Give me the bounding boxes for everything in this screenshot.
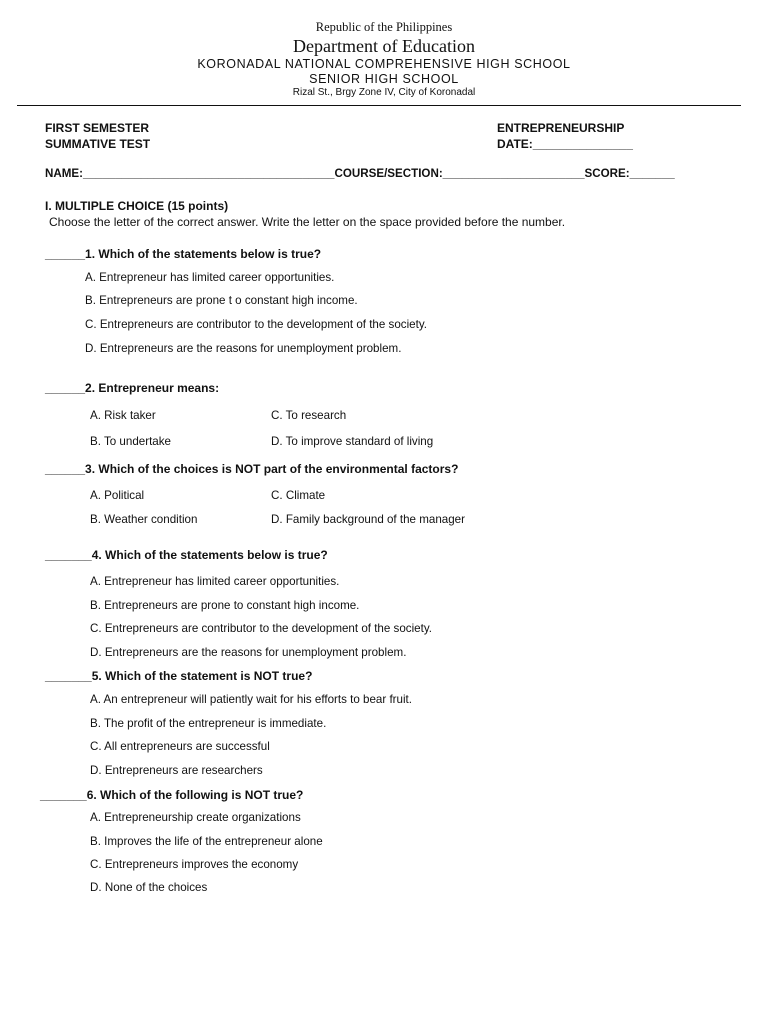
test-label: SUMMATIVE TEST [45, 137, 151, 151]
answer-choice: A. Entrepreneur has limited career opportunities. [85, 271, 335, 284]
question-stem: _______5. Which of the statement is NOT true? [45, 669, 313, 683]
answer-choice: C. All entrepreneurs are successful [90, 740, 270, 753]
section-title: I. MULTIPLE CHOICE (15 points) [45, 199, 229, 213]
answer-choice: B. Weather condition [90, 513, 198, 526]
answer-choice: C. To research [271, 409, 347, 422]
answer-choice: D. To improve standard of living [271, 435, 434, 448]
header-divider [17, 105, 741, 106]
answer-choice: D. None of the choices [90, 881, 208, 894]
answer-choice: A. An entrepreneur will patiently wait for his efforts to bear fruit. [90, 693, 412, 706]
question-stem: ______1. Which of the statements below is true? [45, 247, 322, 261]
question-stem: ______3. Which of the choices is NOT part of the environmental factors? [45, 462, 459, 476]
answer-choice: B. To undertake [90, 435, 171, 448]
answer-choice: B. Entrepreneurs are prone t o constant high income. [85, 294, 358, 307]
answer-choice: A. Political [90, 489, 145, 502]
question-stem: _______4. Which of the statements below is true? [45, 548, 328, 562]
answer-choice: B. The profit of the entrepreneur is immediate. [90, 717, 327, 730]
answer-choice: B. Entrepreneurs are prone to constant high income. [90, 599, 360, 612]
date-field: DATE:_______________ [497, 137, 633, 151]
answer-choice: B. Improves the life of the entrepreneur alone [90, 835, 323, 848]
division-name: SENIOR HIGH SCHOOL [309, 72, 459, 86]
answer-choice: C. Climate [271, 489, 326, 502]
school-address: Rizal St., Brgy Zone IV, City of Koronadal [292, 87, 476, 98]
department-title: Department of Education [293, 36, 475, 56]
answer-choice: A. Entrepreneur has limited career opportunities. [90, 575, 340, 588]
subject-label: ENTREPRENEURSHIP [497, 121, 625, 135]
answer-choice: D. Entrepreneurs are researchers [90, 764, 263, 777]
answer-choice: A. Risk taker [90, 409, 156, 422]
school-name: KORONADAL NATIONAL COMPREHENSIVE HIGH SCHOOL [197, 57, 571, 71]
answer-choice: A. Entrepreneurship create organizations [90, 811, 301, 824]
republic-line: Republic of the Philippines [315, 20, 453, 34]
answer-choice: D. Entrepreneurs are the reasons for unemployment problem. [85, 342, 402, 355]
answer-choice: C. Entrepreneurs improves the economy [90, 858, 299, 871]
section-instructions: Choose the letter of the correct answer. Write the letter on the space provided before the number. [49, 215, 566, 229]
answer-choice: C. Entrepreneurs are contributor to the development of the society. [90, 622, 432, 635]
question-stem: ______2. Entrepreneur means: [45, 381, 220, 395]
semester-label: FIRST SEMESTER [45, 121, 150, 135]
name-course-score-line: NAME:_______________________________________COURSE/SECTION:______________________SCORE:_______ [45, 167, 675, 180]
answer-choice: D. Family background of the manager [271, 513, 465, 526]
question-stem: _______6. Which of the following is NOT true? [40, 788, 304, 802]
answer-choice: D. Entrepreneurs are the reasons for unemployment problem. [90, 646, 407, 659]
answer-choice: C. Entrepreneurs are contributor to the development of the society. [85, 318, 427, 331]
